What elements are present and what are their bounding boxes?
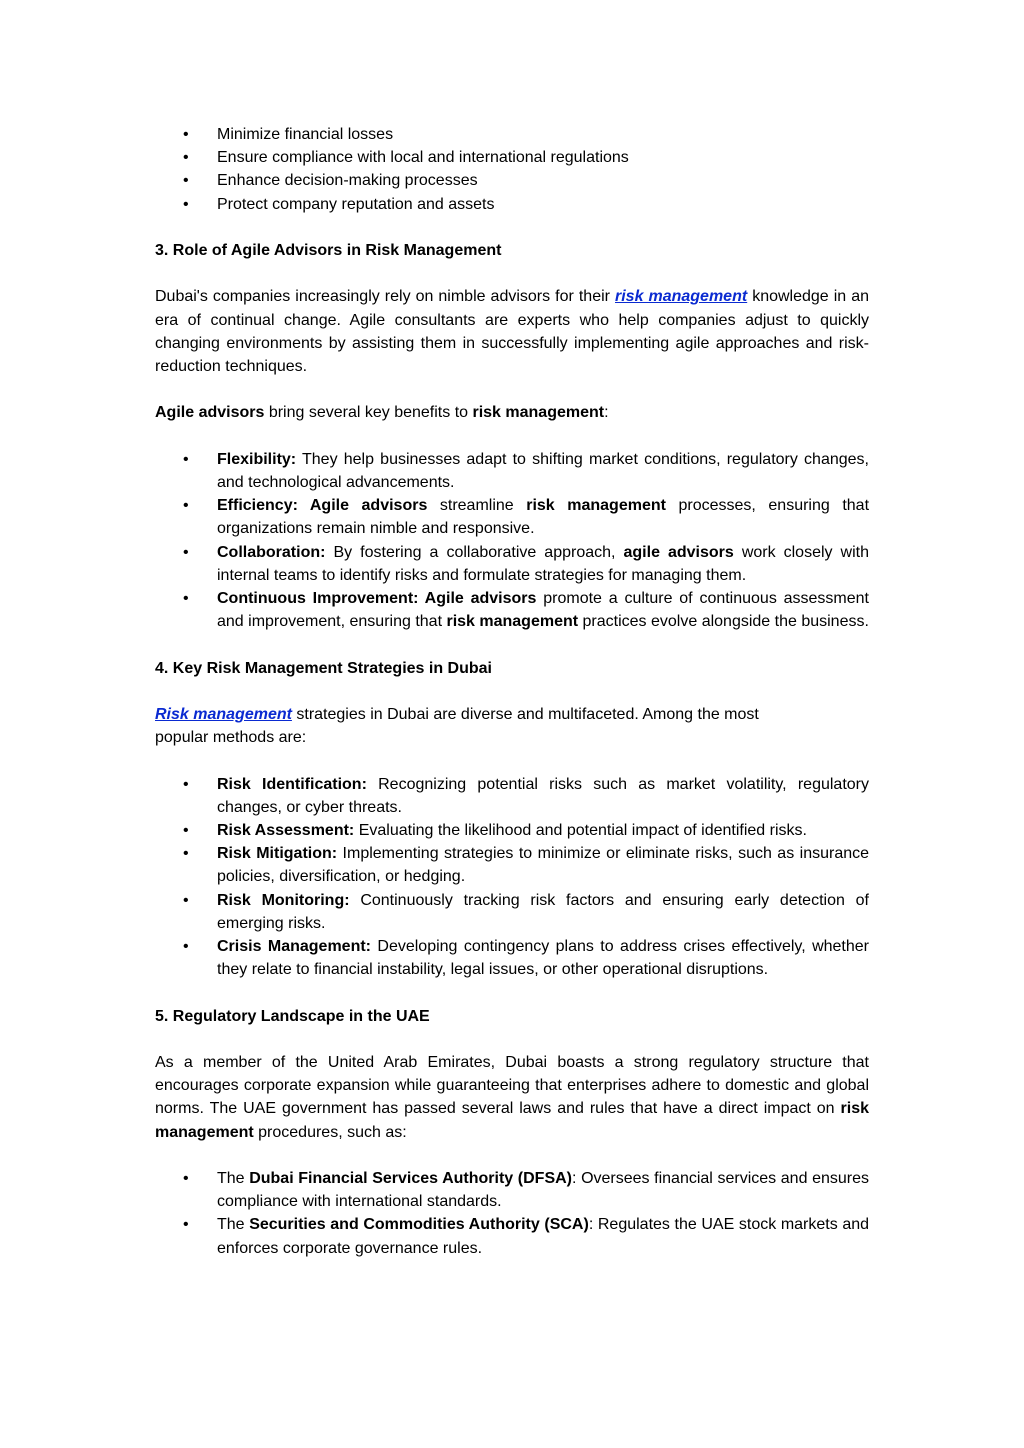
risk-management-link[interactable]: risk management [615,288,748,306]
section-5-paragraph: As a member of the United Arab Emirates, Dubai boasts a strong regulatory structure that encourages corporate expansion while guaranteeing that enterprises adhere to domestic and global norms. The UAE government has passed several laws and rules that have a direct impact on risk management procedures, such as: [155,1053,869,1141]
list-item-continuous-improvement: • Continuous Improvement: Agile advisors promote a culture of continuous assessment and improvement, ensuring that risk management practices evolve alongside the business. [217,587,869,633]
list-item-efficiency: • Efficiency: Agile advisors streamline risk management processes, ensuring that organizations remain nimble and responsive. [217,494,869,540]
list-item-sca: • The Securities and Commodities Authority (SCA): Regulates the UAE stock markets and enforces corporate governance rules. [217,1213,869,1259]
list-item-dfsa: • The Dubai Financial Services Authority (DFSA): Oversees financial services and ensures compliance with international standards. [217,1167,869,1213]
strategies-list [155,773,869,982]
section-heading-3: 3. Role of Agile Advisors in Risk Management [155,242,502,259]
list-item: • Risk Mitigation: Implementing strategies to minimize or eliminate risks, such as insurance policies, diversification, or hedging. [217,842,869,888]
list-item-flexibility: • Flexibility: They help businesses adapt to shifting market conditions, regulatory changes, and technological advancements. [217,448,869,494]
section-heading-5: 5. Regulatory Landscape in the UAE [155,1007,430,1025]
list-item: • Risk Monitoring: Continuously tracking risk factors and ensuring early detection of emerging risks. [217,889,869,935]
list-item-collaboration: • Collaboration: By fostering a collaborative approach, agile advisors work closely with internal teams to identify risks and formulate strategies for managing them. [217,541,869,587]
objectives-list [155,123,869,216]
benefits-list [155,448,869,634]
section-3-paragraph: Dubai's companies increasingly rely on nimble advisors for their risk management knowledge in an era of continual change. Agile consultants are experts who help companies adjust to quickly changing environments by assisting them in successfully implementing agile approaches and risk-reduction techniques. [155,288,870,375]
list-item: • Risk Identification: Recognizing potential risks such as market volatility, regulatory changes, or cyber threats. [217,773,869,819]
section-heading-4: 4. Key Risk Management Strategies in Dubai [155,659,492,677]
benefits-intro: Agile advisors bring several key benefits to risk management: [155,404,609,422]
list-item: • Minimize financial losses [217,123,869,146]
list-item: • Risk Assessment: Evaluating the likelihood and potential impact of identified risks. [217,819,869,842]
risk-management-link[interactable]: Risk management [155,705,292,723]
regulators-list [155,1167,869,1260]
list-item: • Crisis Management: Developing contingency plans to address crises effectively, whether they relate to financial instability, legal issues, or other operational disruptions. [217,935,869,981]
list-item: • Enhance decision-making processes [217,169,869,192]
list-item: • Protect company reputation and assets [217,193,869,216]
list-item: • Ensure compliance with local and international regulations [217,146,869,169]
section-4-paragraph: Risk management strategies in Dubai are diverse and multifaceted. Among the most popular methods are: [155,705,759,747]
